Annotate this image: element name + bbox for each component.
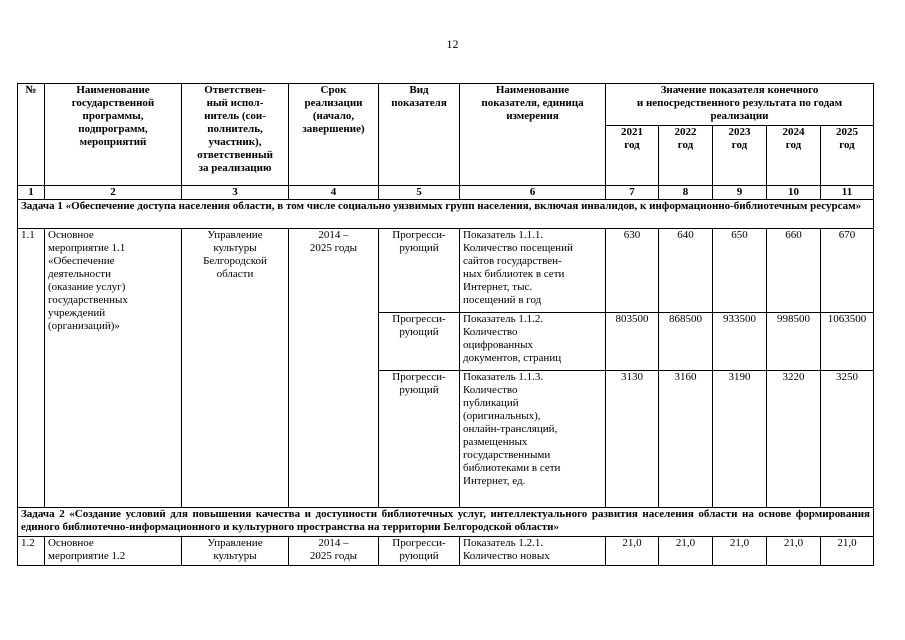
column-number: 11 [821, 186, 874, 200]
header-year-2024: 2024 год [767, 126, 821, 186]
indicator-type: Прогресси- рующий [379, 229, 460, 313]
column-number: 2 [45, 186, 182, 200]
value-2022: 868500 [659, 313, 713, 371]
value-2022: 640 [659, 229, 713, 313]
header-indicator: Наименование показателя, единица измерения [460, 84, 606, 186]
value-2024: 21,0 [767, 537, 821, 566]
value-2025: 21,0 [821, 537, 874, 566]
value-2024: 998500 [767, 313, 821, 371]
header-year-2022: 2022 год [659, 126, 713, 186]
header-no: № [18, 84, 45, 186]
row-number: 1.1 [18, 229, 45, 508]
column-number: 10 [767, 186, 821, 200]
indicator-name: Показатель 1.1.1. Количество посещений сайтов государствен- ных библиотек в сети Интернет, тыс. посещений в год [460, 229, 606, 313]
header-values-group: Значение показателя конечного и непосредственного результата по годам реализации [606, 84, 874, 126]
task-1-title: Задача 1 «Обеспечение доступа населения области, в том числе социально уязвимых групп населения, включая инвалидов, к информационно-библиотечным ресурсам» [18, 200, 874, 229]
indicator-type: Прогресси- рующий [379, 537, 460, 566]
header-executor: Ответствен- ный испол- нитель (сои- полнитель, участник), ответственный за реализацию [182, 84, 289, 186]
period: 2014 – 2025 годы [289, 537, 379, 566]
header-year-2021: 2021 год [606, 126, 659, 186]
executor-name: Управление культуры Белгородской области [182, 229, 289, 508]
value-2023: 933500 [713, 313, 767, 371]
page-number: 12 [446, 37, 459, 51]
value-2022: 21,0 [659, 537, 713, 566]
header-type: Вид показателя [379, 84, 460, 186]
program-name: Основное мероприятие 1.1 «Обеспечение деятельности (оказание услуг) государственных учреждений (организаций)» [45, 229, 182, 508]
column-numbers-row [18, 186, 874, 200]
value-2021: 803500 [606, 313, 659, 371]
value-2023: 650 [713, 229, 767, 313]
task-2-row [18, 508, 874, 537]
indicator-name: Показатель 1.1.3. Количество публикаций (оригинальных), онлайн-трансляций, размещенных государственными библиотеками в сети Интернет, ед. [460, 371, 606, 508]
row-number: 1.2 [18, 537, 45, 566]
value-2023: 3190 [713, 371, 767, 508]
value-2021: 21,0 [606, 537, 659, 566]
header-program: Наименование государственной программы, подпрограмм, мероприятий [45, 84, 182, 186]
task-2-title: Задача 2 «Создание условий для повышения качества и доступности библиотечных услуг, интеллектуального развития населения области на основе формирования единого библиотечно-информационного и культурного пространства на территории Белгородской области» [18, 508, 874, 537]
value-2025: 670 [821, 229, 874, 313]
indicator-name: Показатель 1.1.2. Количество оцифрованных документов, страниц [460, 313, 606, 371]
indicator-name: Показатель 1.2.1. Количество новых [460, 537, 606, 566]
value-2021: 3130 [606, 371, 659, 508]
column-number: 6 [460, 186, 606, 200]
column-number: 5 [379, 186, 460, 200]
column-number: 8 [659, 186, 713, 200]
value-2024: 3220 [767, 371, 821, 508]
column-number: 1 [18, 186, 45, 200]
value-2023: 21,0 [713, 537, 767, 566]
value-2022: 3160 [659, 371, 713, 508]
value-2025: 1063500 [821, 313, 874, 371]
value-2021: 630 [606, 229, 659, 313]
table-row [18, 229, 874, 313]
column-number: 3 [182, 186, 289, 200]
executor-name: Управление культуры [182, 537, 289, 566]
column-number: 4 [289, 186, 379, 200]
header-year-2023: 2023 год [713, 126, 767, 186]
column-number: 9 [713, 186, 767, 200]
period: 2014 – 2025 годы [289, 229, 379, 508]
header-row [18, 84, 874, 126]
table-row [18, 537, 874, 566]
column-number: 7 [606, 186, 659, 200]
header-year-2025: 2025 год [821, 126, 874, 186]
program-name: Основное мероприятие 1.2 [45, 537, 182, 566]
value-2025: 3250 [821, 371, 874, 508]
value-2024: 660 [767, 229, 821, 313]
indicators-table [17, 83, 874, 566]
indicator-type: Прогресси- рующий [379, 371, 460, 508]
task-1-row [18, 200, 874, 229]
header-period: Срок реализации (начало, завершение) [289, 84, 379, 186]
indicator-type: Прогресси- рующий [379, 313, 460, 371]
